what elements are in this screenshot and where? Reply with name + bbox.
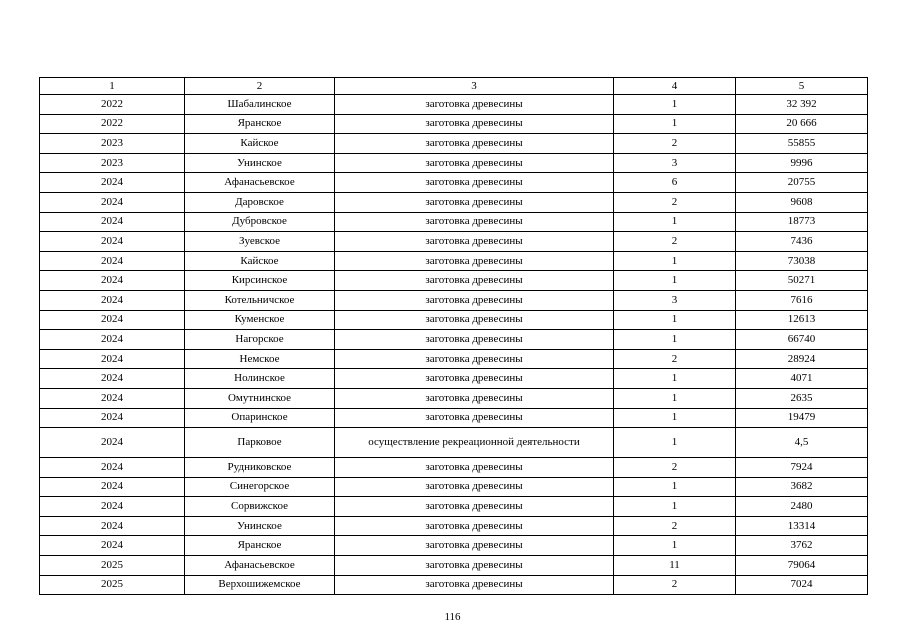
year-cell: 2024: [40, 428, 185, 458]
count-cell: 1: [614, 114, 736, 134]
data-table: [39, 77, 868, 595]
count-cell: 2: [614, 516, 736, 536]
area-cell: 12613: [736, 310, 868, 330]
area-cell: 18773: [736, 212, 868, 232]
activity-cell: осуществление рекреационной деятельности: [335, 428, 614, 458]
area-cell: 66740: [736, 330, 868, 350]
table-row: [40, 153, 868, 173]
count-cell: 2: [614, 575, 736, 595]
count-cell: 1: [614, 388, 736, 408]
activity-cell: заготовка древесины: [335, 458, 614, 478]
area-cell: 4071: [736, 369, 868, 389]
year-cell: 2024: [40, 369, 185, 389]
district-cell: Даровское: [185, 192, 335, 212]
district-cell: Омутнинское: [185, 388, 335, 408]
district-cell: Унинское: [185, 516, 335, 536]
table-row: [40, 192, 868, 212]
area-cell: 2480: [736, 497, 868, 517]
district-cell: Афанасьевское: [185, 556, 335, 576]
count-cell: 2: [614, 134, 736, 154]
count-cell: 1: [614, 536, 736, 556]
area-cell: 28924: [736, 349, 868, 369]
year-cell: 2024: [40, 310, 185, 330]
activity-cell: заготовка древесины: [335, 575, 614, 595]
area-cell: 7924: [736, 458, 868, 478]
count-cell: 1: [614, 310, 736, 330]
area-cell: 7616: [736, 290, 868, 310]
area-cell: 13314: [736, 516, 868, 536]
year-cell: 2022: [40, 114, 185, 134]
table-row: [40, 497, 868, 517]
district-cell: Афанасьевское: [185, 173, 335, 193]
activity-cell: заготовка древесины: [335, 290, 614, 310]
activity-cell: заготовка древесины: [335, 212, 614, 232]
district-cell: Яранское: [185, 536, 335, 556]
district-cell: Рудниковское: [185, 458, 335, 478]
activity-cell: заготовка древесины: [335, 95, 614, 115]
area-cell: 9996: [736, 153, 868, 173]
year-cell: 2024: [40, 408, 185, 428]
column-header-5: 5: [736, 78, 868, 95]
district-cell: Зуевское: [185, 232, 335, 252]
year-cell: 2024: [40, 349, 185, 369]
year-cell: 2024: [40, 173, 185, 193]
table-row: [40, 212, 868, 232]
count-cell: 1: [614, 408, 736, 428]
table-row: [40, 556, 868, 576]
district-cell: Шабалинское: [185, 95, 335, 115]
year-cell: 2024: [40, 497, 185, 517]
count-cell: 6: [614, 173, 736, 193]
table-row: [40, 95, 868, 115]
activity-cell: заготовка древесины: [335, 477, 614, 497]
year-cell: 2022: [40, 95, 185, 115]
activity-cell: заготовка древесины: [335, 536, 614, 556]
activity-cell: заготовка древесины: [335, 330, 614, 350]
area-cell: 55855: [736, 134, 868, 154]
activity-cell: заготовка древесины: [335, 556, 614, 576]
year-cell: 2024: [40, 388, 185, 408]
district-cell: Нагорское: [185, 330, 335, 350]
district-cell: Кирсинское: [185, 271, 335, 291]
activity-cell: заготовка древесины: [335, 173, 614, 193]
year-cell: 2024: [40, 330, 185, 350]
activity-cell: заготовка древесины: [335, 310, 614, 330]
table-row: [40, 516, 868, 536]
table-row: [40, 251, 868, 271]
table-row: [40, 310, 868, 330]
table-row: [40, 134, 868, 154]
area-cell: 2635: [736, 388, 868, 408]
activity-cell: заготовка древесины: [335, 251, 614, 271]
district-cell: Синегорское: [185, 477, 335, 497]
activity-cell: заготовка древесины: [335, 516, 614, 536]
year-cell: 2024: [40, 192, 185, 212]
table-row: [40, 477, 868, 497]
district-cell: Сорвижское: [185, 497, 335, 517]
table-row: [40, 173, 868, 193]
district-cell: Парковое: [185, 428, 335, 458]
area-cell: 32 392: [736, 95, 868, 115]
area-cell: 20 666: [736, 114, 868, 134]
year-cell: 2023: [40, 134, 185, 154]
activity-cell: заготовка древесины: [335, 369, 614, 389]
table-row: [40, 536, 868, 556]
area-cell: 79064: [736, 556, 868, 576]
year-cell: 2025: [40, 556, 185, 576]
district-cell: Нолинское: [185, 369, 335, 389]
activity-cell: заготовка древесины: [335, 388, 614, 408]
count-cell: 2: [614, 458, 736, 478]
district-cell: Дубровское: [185, 212, 335, 232]
activity-cell: заготовка древесины: [335, 232, 614, 252]
district-cell: Верхошижемское: [185, 575, 335, 595]
page-number: 116: [444, 611, 461, 623]
area-cell: 3682: [736, 477, 868, 497]
count-cell: 3: [614, 290, 736, 310]
table-row: [40, 290, 868, 310]
column-header-3: 3: [335, 78, 614, 95]
area-cell: 73038: [736, 251, 868, 271]
activity-cell: заготовка древесины: [335, 153, 614, 173]
district-cell: Кайское: [185, 134, 335, 154]
year-cell: 2024: [40, 271, 185, 291]
activity-cell: заготовка древесины: [335, 497, 614, 517]
column-header-2: 2: [185, 78, 335, 95]
table-row: [40, 388, 868, 408]
district-cell: Яранское: [185, 114, 335, 134]
area-cell: 3762: [736, 536, 868, 556]
district-cell: Кайское: [185, 251, 335, 271]
count-cell: 1: [614, 369, 736, 389]
count-cell: 1: [614, 428, 736, 458]
count-cell: 1: [614, 271, 736, 291]
table-row: [40, 330, 868, 350]
activity-cell: заготовка древесины: [335, 134, 614, 154]
header-row: [40, 78, 868, 95]
area-cell: 20755: [736, 173, 868, 193]
table-row: [40, 349, 868, 369]
year-cell: 2024: [40, 477, 185, 497]
activity-cell: заготовка древесины: [335, 349, 614, 369]
count-cell: 1: [614, 212, 736, 232]
table-row: [40, 408, 868, 428]
table-row: [40, 271, 868, 291]
year-cell: 2024: [40, 212, 185, 232]
area-cell: 19479: [736, 408, 868, 428]
district-cell: Опаринское: [185, 408, 335, 428]
count-cell: 2: [614, 232, 736, 252]
count-cell: 1: [614, 251, 736, 271]
activity-cell: заготовка древесины: [335, 114, 614, 134]
area-cell: 4,5: [736, 428, 868, 458]
activity-cell: заготовка древесины: [335, 271, 614, 291]
count-cell: 3: [614, 153, 736, 173]
year-cell: 2024: [40, 516, 185, 536]
year-cell: 2024: [40, 232, 185, 252]
year-cell: 2025: [40, 575, 185, 595]
year-cell: 2023: [40, 153, 185, 173]
count-cell: 1: [614, 497, 736, 517]
year-cell: 2024: [40, 251, 185, 271]
activity-cell: заготовка древесины: [335, 408, 614, 428]
column-header-4: 4: [614, 78, 736, 95]
count-cell: 1: [614, 330, 736, 350]
count-cell: 11: [614, 556, 736, 576]
district-cell: Немское: [185, 349, 335, 369]
count-cell: 1: [614, 477, 736, 497]
district-cell: Котельничское: [185, 290, 335, 310]
area-cell: 7024: [736, 575, 868, 595]
count-cell: 2: [614, 192, 736, 212]
table-row: [40, 428, 868, 458]
area-cell: 9608: [736, 192, 868, 212]
table-row: [40, 369, 868, 389]
district-cell: Куменское: [185, 310, 335, 330]
count-cell: 1: [614, 95, 736, 115]
table-row: [40, 114, 868, 134]
table-body: [40, 95, 868, 595]
area-cell: 50271: [736, 271, 868, 291]
year-cell: 2024: [40, 290, 185, 310]
activity-cell: заготовка древесины: [335, 192, 614, 212]
area-cell: 7436: [736, 232, 868, 252]
year-cell: 2024: [40, 536, 185, 556]
table-row: [40, 575, 868, 595]
table-row: [40, 458, 868, 478]
table-row: [40, 232, 868, 252]
year-cell: 2024: [40, 458, 185, 478]
count-cell: 2: [614, 349, 736, 369]
column-header-1: 1: [40, 78, 185, 95]
district-cell: Унинское: [185, 153, 335, 173]
